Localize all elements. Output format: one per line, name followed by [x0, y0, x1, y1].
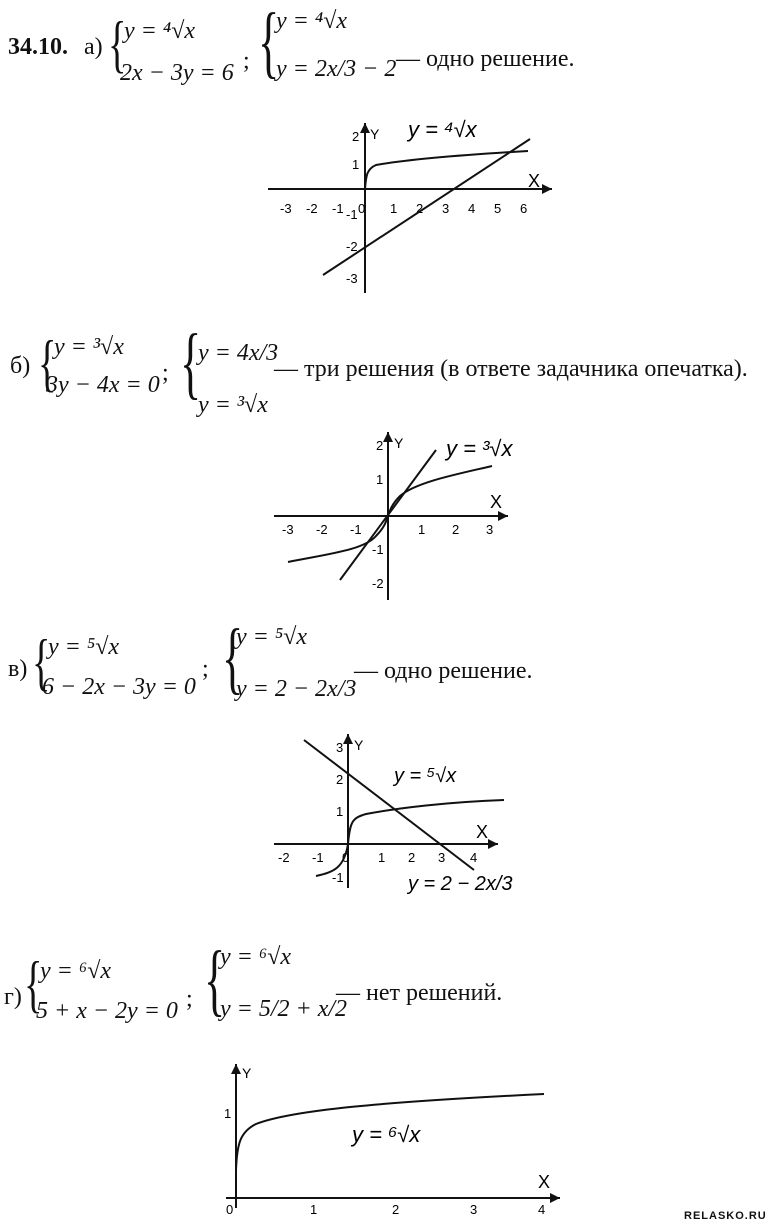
graph-a [260, 115, 560, 300]
graph-b [268, 428, 518, 603]
watermark: RELASKO.RU [684, 1210, 767, 1222]
y-axis-label: Y [370, 126, 380, 142]
tick-x: -2 [306, 201, 318, 216]
tick-x: 2 [392, 1202, 400, 1217]
tick-y: 1 [336, 804, 344, 819]
curve-root3 [288, 466, 492, 562]
tick-x: -3 [282, 522, 294, 537]
y-axis-label: Y [394, 435, 404, 451]
tick-x: -1 [350, 522, 362, 537]
part-b-brace-2: { [180, 319, 202, 407]
part-b-sys1-eq2: 3y − 4x = 0 [46, 372, 160, 398]
part-b-sys2-eq2: y = ³√x [198, 392, 268, 418]
tick-x: 4 [468, 201, 476, 216]
part-d-sys1-eq2: 5 + x − 2y = 0 [36, 998, 178, 1024]
x-axis-label: X [476, 822, 489, 842]
tick-x: -3 [280, 201, 292, 216]
line-2-minus-2x3 [304, 740, 474, 870]
graph-c [268, 730, 538, 902]
part-d-brace-1: { [24, 948, 43, 1019]
part-c-sys2-eq1: y = ⁵√x [236, 624, 308, 650]
tick-x: 6 [520, 201, 528, 216]
part-a-sys1-eq1: y = ⁴√x [124, 18, 196, 44]
part-d-sys2-eq1: y = ⁶√x [220, 944, 292, 970]
part-d-brace-2: { [204, 936, 226, 1024]
tick-y: 1 [224, 1106, 232, 1121]
tick-x: -2 [278, 850, 290, 865]
tick-y: -2 [372, 576, 384, 591]
part-a-sys2-eq2: y = 2x/3 − 2 [276, 56, 397, 82]
tick-y: -1 [332, 870, 344, 885]
tick-x: 5 [494, 201, 502, 216]
y-axis-label: Y [354, 737, 364, 753]
tick-x: 1 [418, 522, 426, 537]
y-axis-label: Y [242, 1065, 252, 1081]
tick-x: 0 [226, 1202, 234, 1217]
part-d-conclusion: — нет решений. [336, 980, 503, 1006]
tick-x: 3 [470, 1202, 478, 1217]
graph-a-label: y = ⁴√x [408, 117, 477, 142]
y-axis-arrow [383, 432, 393, 442]
part-a-sys2-eq1: y = ⁴√x [276, 8, 348, 34]
graph-d-label: y = ⁶√x [352, 1122, 421, 1147]
part-b-conclusion: — три решения (в ответе задачника опечатка). [274, 356, 748, 382]
tick-y: 2 [352, 129, 360, 144]
y-axis-arrow [231, 1064, 241, 1074]
part-b-sys2-eq1: y = 4x/3 [198, 340, 279, 366]
tick-x: 2 [416, 201, 424, 216]
tick-x: 3 [486, 522, 494, 537]
tick-y: -1 [372, 542, 384, 557]
part-c-sys2-eq2: y = 2 − 2x/3 [236, 676, 357, 702]
x-axis-arrow [550, 1193, 560, 1203]
tick-x: 4 [538, 1202, 546, 1217]
tick-x: 2 [408, 850, 416, 865]
tick-y: 3 [336, 740, 344, 755]
y-axis-arrow [343, 734, 353, 744]
tick-x: -2 [316, 522, 328, 537]
x-axis-label: X [490, 492, 503, 512]
part-b-sys1-eq1: y = ³√x [54, 334, 124, 360]
y-axis-arrow [360, 123, 370, 133]
tick-x: 3 [438, 850, 446, 865]
separator-semicolon: ; [186, 986, 193, 1012]
tick-x: 0 [342, 850, 350, 865]
graph-c-label: y = ⁵√x [394, 765, 457, 787]
x-axis-arrow [498, 511, 508, 521]
part-b-label: б) [10, 353, 31, 379]
part-c-sys1-eq2: 6 − 2x − 3y = 0 [42, 674, 196, 700]
x-axis-label: X [538, 1172, 551, 1192]
graph-b-label: y = ³√x [446, 436, 513, 461]
x-axis-arrow [488, 839, 498, 849]
tick-x: 2 [452, 522, 460, 537]
part-d-sys2-eq2: y = 5/2 + x/2 [220, 996, 348, 1022]
part-c-sys1-eq1: y = ⁵√x [48, 634, 120, 660]
part-b-brace-1: { [38, 327, 57, 398]
separator-semicolon: ; [162, 360, 169, 386]
x-axis-arrow [542, 184, 552, 194]
tick-x: 1 [378, 850, 386, 865]
tick-y: 1 [376, 472, 384, 487]
tick-y: -1 [346, 207, 358, 222]
graph-d [212, 1058, 572, 1218]
part-a-brace-1: { [108, 8, 127, 79]
tick-y: 2 [376, 438, 384, 453]
part-a-brace-2: { [258, 0, 280, 86]
tick-y: -2 [346, 239, 358, 254]
tick-x: 4 [470, 850, 478, 865]
tick-x: -1 [312, 850, 324, 865]
part-d-sys1-eq1: y = ⁶√x [40, 958, 112, 984]
tick-y: 2 [336, 772, 344, 787]
x-axis-label: X [528, 171, 541, 191]
part-a-label: а) [84, 34, 103, 60]
part-a-conclusion: — одно решение. [396, 46, 575, 72]
part-d-label: г) [4, 984, 22, 1010]
tick-x: -1 [332, 201, 344, 216]
part-c-label: в) [8, 656, 28, 682]
tick-x: 3 [442, 201, 450, 216]
part-c-conclusion: — одно решение. [354, 658, 533, 684]
separator-semicolon: ; [243, 48, 250, 74]
graph-c-line-label: y = 2 − 2x/3 [408, 873, 513, 895]
problem-number: 34.10. [8, 34, 68, 60]
part-c-brace-2: { [222, 614, 244, 702]
part-a-sys1-eq2: 2x − 3y = 6 [120, 60, 234, 86]
tick-x: 1 [310, 1202, 318, 1217]
tick-y: 1 [352, 157, 360, 172]
part-c-brace-1: { [32, 626, 51, 697]
tick-x: 1 [390, 201, 398, 216]
tick-x: 0 [358, 201, 366, 216]
separator-semicolon: ; [202, 656, 209, 682]
tick-y: -3 [346, 271, 358, 286]
